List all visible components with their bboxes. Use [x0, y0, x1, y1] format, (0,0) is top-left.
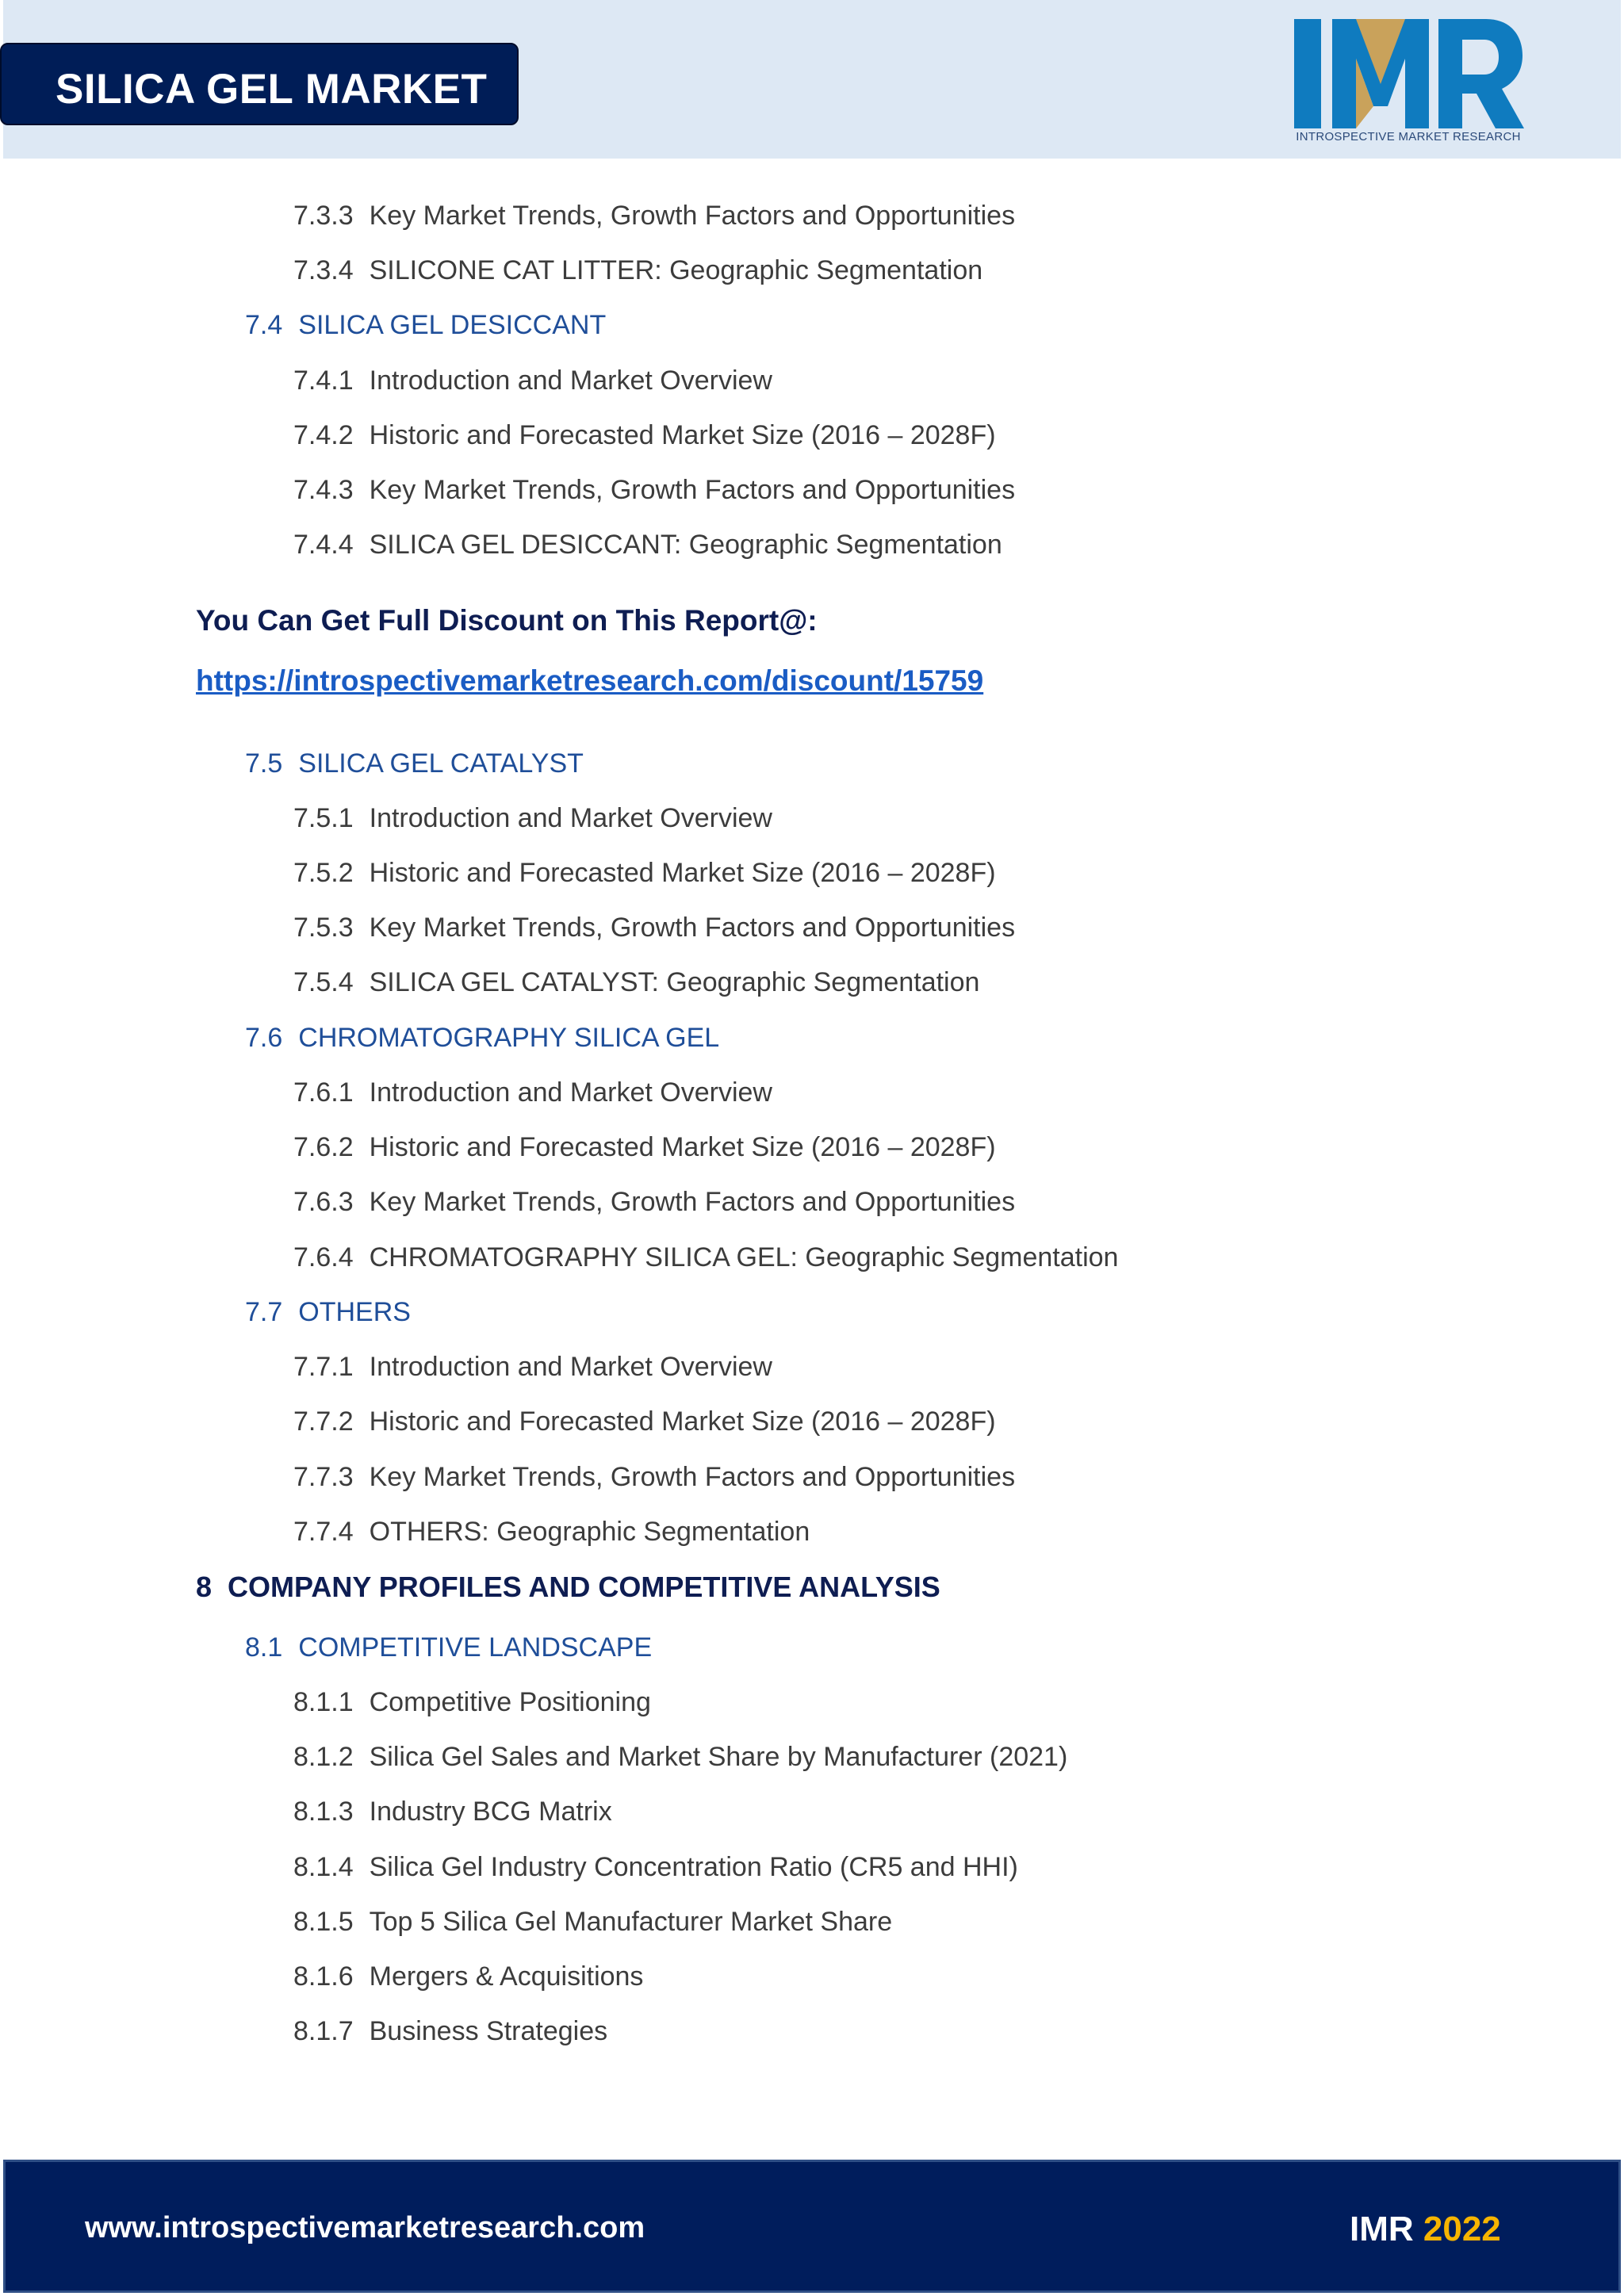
toc-number: 7.7.3	[293, 1462, 354, 1492]
toc-entry	[293, 1242, 1118, 1273]
toc-entry	[293, 1516, 810, 1548]
toc-number: 7.7	[245, 1297, 283, 1327]
toc-number: 8.1.2	[293, 1742, 354, 1772]
toc-chapter	[196, 1571, 940, 1603]
toc-entry	[293, 1961, 643, 1992]
toc-entry	[293, 1686, 651, 1718]
toc-entry	[293, 857, 996, 889]
toc-title: Introduction and Market Overview	[369, 365, 772, 396]
toc-number: 7.6.2	[293, 1132, 354, 1162]
toc-title: CHROMATOGRAPHY SILICA GEL: Geographic Segmentation	[369, 1242, 1119, 1272]
toc-title: OTHERS	[298, 1297, 411, 1327]
toc-entry	[293, 365, 772, 396]
toc-section	[245, 1632, 652, 1663]
toc-title: SILICONE CAT LITTER: Geographic Segmentation	[369, 255, 983, 285]
toc-number: 7.5.1	[293, 803, 354, 833]
toc-number: 7.7.2	[293, 1406, 354, 1437]
toc-number: 8	[196, 1571, 213, 1603]
toc-entry	[293, 474, 1015, 506]
toc-number: 8.1.5	[293, 1907, 354, 1937]
toc-number: 7.7.1	[293, 1352, 354, 1382]
toc-number: 7.6.3	[293, 1187, 354, 1217]
toc-entry	[293, 2015, 607, 2047]
toc-section	[245, 1296, 411, 1328]
toc-title: Key Market Trends, Growth Factors and Opportunities	[369, 475, 1016, 505]
toc-title: Industry BCG Matrix	[369, 1797, 612, 1827]
toc-entry	[293, 966, 979, 998]
toc-number: 8.1.6	[293, 1961, 354, 1992]
toc-entry	[293, 1741, 1067, 1773]
toc-section	[245, 309, 606, 341]
toc-entry	[293, 529, 1002, 561]
toc-entry	[293, 1186, 1015, 1218]
toc-number: 7.6.1	[293, 1077, 354, 1108]
toc-entry	[293, 1851, 1018, 1883]
toc-title: Historic and Forecasted Market Size (2016 – 2028F)	[369, 1406, 996, 1437]
footer-brand-name: IMR	[1350, 2210, 1414, 2248]
toc-section	[245, 1022, 719, 1054]
discount-heading: You Can Get Full Discount on This Report@:	[196, 604, 818, 637]
toc-number: 7.7.4	[293, 1517, 354, 1547]
toc-number: 7.5.4	[293, 967, 354, 997]
toc-title: COMPANY PROFILES AND COMPETITIVE ANALYSIS	[228, 1571, 940, 1603]
toc-number: 8.1.3	[293, 1797, 354, 1827]
toc-title: Silica Gel Sales and Market Share by Manufacturer (2021)	[369, 1742, 1068, 1772]
imr-logo-mark	[1291, 13, 1526, 132]
toc-entry	[293, 200, 1015, 232]
imr-logo	[1291, 13, 1526, 149]
toc-number: 8.1.1	[293, 1687, 354, 1717]
toc-title: SILICA GEL DESICCANT	[298, 310, 607, 340]
toc-section	[245, 748, 584, 779]
toc-title: Silica Gel Industry Concentration Ratio (CR5 and HHI)	[369, 1852, 1018, 1882]
toc-title: SILICA GEL DESICCANT: Geographic Segmentation	[369, 530, 1002, 560]
toc-number: 7.4.4	[293, 530, 354, 560]
toc-title: Introduction and Market Overview	[369, 1077, 772, 1108]
toc-title: Top 5 Silica Gel Manufacturer Market Share	[369, 1907, 893, 1937]
report-title-banner	[0, 43, 519, 125]
toc-entry	[293, 912, 1015, 943]
toc-entry	[293, 1461, 1015, 1493]
toc-entry	[293, 1406, 996, 1437]
toc-number: 7.5	[245, 748, 283, 779]
toc-number: 7.4.3	[293, 475, 354, 505]
toc-title: CHROMATOGRAPHY SILICA GEL	[298, 1023, 720, 1053]
toc-title: Introduction and Market Overview	[369, 803, 772, 833]
toc-number: 8.1.4	[293, 1852, 354, 1882]
toc-entry	[293, 254, 982, 286]
toc-title: Key Market Trends, Growth Factors and Opportunities	[369, 201, 1016, 231]
discount-link[interactable]: https://introspectivemarketresearch.com/discount/15759	[196, 664, 984, 697]
toc-title: Business Strategies	[369, 2016, 608, 2046]
toc-entry	[293, 1131, 996, 1163]
footer-year: 2022	[1423, 2210, 1501, 2248]
toc-title: SILICA GEL CATALYST: Geographic Segmentation	[369, 967, 980, 997]
toc-title: Historic and Forecasted Market Size (2016 – 2028F)	[369, 420, 996, 450]
toc-number: 7.4.2	[293, 420, 354, 450]
page-footer	[3, 2160, 1621, 2293]
toc-number: 8.1	[245, 1632, 283, 1663]
toc-title: Key Market Trends, Growth Factors and Opportunities	[369, 913, 1016, 943]
toc-number: 7.3.3	[293, 201, 354, 231]
logo-subtitle: INTROSPECTIVE MARKET RESEARCH	[1296, 130, 1521, 144]
footer-brand	[1350, 2210, 1501, 2249]
toc-number: 8.1.7	[293, 2016, 354, 2046]
toc-entry	[293, 1077, 772, 1108]
toc-entry	[293, 1796, 612, 1827]
toc-number: 7.6.4	[293, 1242, 354, 1272]
toc-title: Historic and Forecasted Market Size (2016 – 2028F)	[369, 858, 996, 888]
toc-entry	[293, 1351, 772, 1383]
toc-number: 7.5.3	[293, 913, 354, 943]
toc-title: Competitive Positioning	[369, 1687, 651, 1717]
toc-entry	[293, 1906, 892, 1938]
report-title: SILICA GEL MARKET	[56, 66, 488, 113]
footer-website[interactable]: www.introspectivemarketresearch.com	[85, 2211, 645, 2244]
toc-number: 7.3.4	[293, 255, 354, 285]
toc-entry	[293, 802, 772, 834]
toc-number: 7.4	[245, 310, 283, 340]
toc-title: Key Market Trends, Growth Factors and Opportunities	[369, 1462, 1016, 1492]
toc-title: Mergers & Acquisitions	[369, 1961, 644, 1992]
toc-title: COMPETITIVE LANDSCAPE	[298, 1632, 653, 1663]
toc-title: Key Market Trends, Growth Factors and Opportunities	[369, 1187, 1016, 1217]
toc-title: SILICA GEL CATALYST	[298, 748, 584, 779]
toc-title: Introduction and Market Overview	[369, 1352, 772, 1382]
toc-title: OTHERS: Geographic Segmentation	[369, 1517, 810, 1547]
toc-title: Historic and Forecasted Market Size (2016 – 2028F)	[369, 1132, 996, 1162]
toc-number: 7.4.1	[293, 365, 354, 396]
toc-number: 7.6	[245, 1023, 283, 1053]
toc-entry	[293, 419, 996, 451]
toc-number: 7.5.2	[293, 858, 354, 888]
